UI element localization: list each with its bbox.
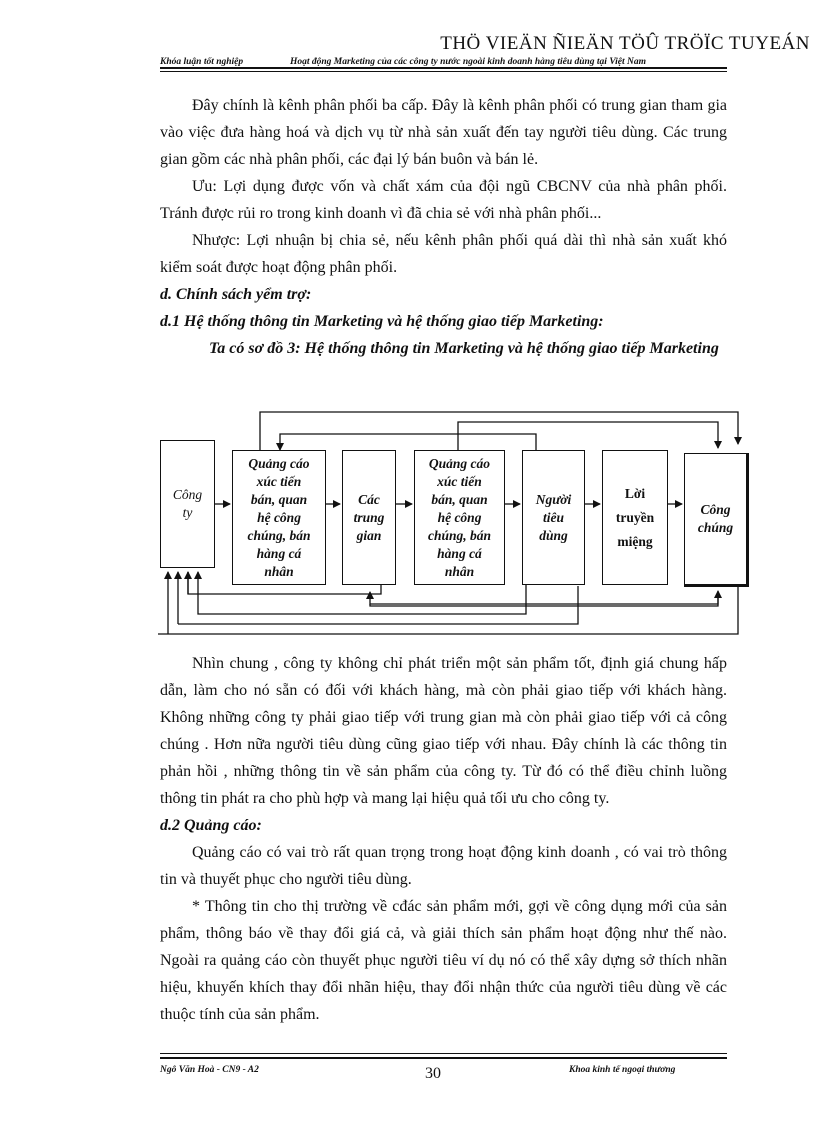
- paragraph-advertising-info: * Thông tin cho thị trường về cđác sản phẩm mới, gợi về công dụng mới của sản phẩm, thông báo về thay đổi giá cả, và giải thích sản phẩm hoạt động như thế nào. Ngoài ra quảng cáo còn thuyết phục người tiêu ví dụ nó có thể xây dựng sở thích nhãn hiệu, khuyến khích thay đổi nhãn hiệu, thay đổi nhận thức của người tiêu dùng về các thuộc tính của sản phẩm.: [160, 898, 727, 1023]
- box-consumers-line: dùng: [539, 527, 568, 543]
- arrow-top-outer: [260, 412, 738, 453]
- box-company-line2: ty: [182, 505, 193, 520]
- box-promotion-1-line: hàng cá: [256, 545, 302, 561]
- box-consumers: [522, 450, 585, 585]
- diagram-caption: Ta có sơ đồ 3: Hệ thống thông tin Marketing và hệ thống giao tiếp Marketing: [209, 340, 719, 357]
- line-public-return: [158, 586, 738, 634]
- box-promotion-2-line: bán, quan: [431, 491, 488, 507]
- box-company-line1: Công: [172, 487, 203, 502]
- footer-rule-thin: [160, 1053, 727, 1054]
- paragraph-advantage: Ưu: Lợi dụng được vốn và chất xám của đội ngũ CBCNV của nhà phân phối. Tránh được rủi ro trong kinh doanh vì đã chia sẻ với nhà phân phối...: [160, 178, 727, 222]
- diagram-marketing-communication: [158, 386, 742, 642]
- box-promotion-2: [414, 450, 505, 585]
- box-promotion-2-line: hàng cá: [437, 545, 482, 561]
- box-promotion-2-line: Quảng cáo: [428, 455, 491, 471]
- box-company: [160, 440, 215, 568]
- box-word-of-mouth-line: miệng: [617, 533, 653, 549]
- box-intermediaries-line: trung: [353, 509, 385, 525]
- box-promotion-1-line: nhân: [264, 563, 294, 579]
- header-left: Khóa luận tốt nghiệp: [160, 57, 244, 67]
- box-intermediaries-line: gian: [356, 527, 382, 543]
- box-word-of-mouth-line: truyền: [615, 509, 655, 525]
- box-promotion-1-line: hệ công: [257, 509, 301, 525]
- heading-support-policy: d. Chính sách yểm trợ:: [160, 286, 312, 303]
- watermark-text: THÖ VIEÄN ÑIEÄN TÖÛ TRÖÏC TUYEÁN: [440, 33, 810, 54]
- box-promotion-1-line: xúc tiến: [256, 473, 302, 489]
- footer-author: Ngô Văn Hoà - CN9 - A2: [160, 1065, 259, 1075]
- box-word-of-mouth-line: Lời: [624, 485, 646, 501]
- box-consumers-line: Người: [535, 491, 572, 507]
- box-intermediaries-line: Các: [358, 491, 380, 507]
- arrow-public-to-intermediaries: [370, 592, 718, 604]
- paragraph-overview: Nhìn chung , công ty không chỉ phát triển một sản phẩm tốt, định giá chung hấp dẫn, làm cho nó sẵn có đối với khách hàng, mà còn phải giao tiếp với khách hàng. Không những công ty phải giao tiếp với trung gian mà còn phải giao tiếp với cả công chúng . Hơn nữa người tiêu dùng cũng giao tiếp với nhau. Đây chính là các thông tin phản hồi , những thông tin về sản phẩm của công ty. Từ đó có thể điều chỉnh luồng thông tin phát ra cho phù hợp và mang lại hiệu quả tối ưu cho công ty.: [160, 655, 727, 807]
- header-right: Hoạt động Marketing của các công ty nước ngoài kinh doanh hàng tiêu dùng tại Việt Nam: [290, 57, 647, 67]
- line-wom-return: [178, 586, 578, 624]
- paragraph-advertising-role: Quảng cáo có vai trò rất quan trọng trong hoạt động kinh doanh , có vai trò thông tin và thuyết phục cho người tiêu dùng.: [160, 844, 727, 888]
- body-bottom: [160, 650, 727, 1028]
- box-word-of-mouth: [602, 450, 668, 585]
- header-rule: [160, 67, 727, 69]
- box-promotion-1-line: bán, quan: [250, 491, 308, 507]
- heading-info-system: d.1 Hệ thống thông tin Marketing và hệ thống giao tiếp Marketing:: [160, 313, 604, 330]
- paragraph-disadvantage: Nhược: Lợi nhuận bị chia sẻ, nếu kênh phân phối quá dài thì nhà sản xuất khó kiểm soát được hoạt động phân phối.: [160, 232, 727, 276]
- header-rule-thin: [160, 71, 727, 72]
- paragraph-channel: Đây chính là kênh phân phối ba cấp. Đây là kênh phân phối có trung gian tham gia vào việc đưa hàng hoá và dịch vụ từ nhà sản xuất đến tay người tiêu dùng. Các trung gian gồm các nhà phân phối, các đại lý bán buôn và bán lẻ.: [160, 97, 727, 168]
- page-number: 30: [425, 1065, 441, 1082]
- box-promotion-2-line: nhân: [444, 563, 475, 579]
- arrow-top-middle: [280, 434, 536, 450]
- box-promotion-1-line: chúng, bán: [247, 527, 311, 543]
- box-promotion-2-line: chúng, bán: [427, 527, 492, 543]
- box-public-line: chúng: [697, 520, 734, 535]
- box-consumers-line: tiêu: [542, 509, 564, 525]
- heading-advertising: d.2 Quảng cáo:: [160, 817, 262, 834]
- box-promotion-2-line: xúc tiến: [437, 473, 482, 489]
- box-public: [684, 453, 749, 587]
- box-promotion-1: [232, 450, 326, 585]
- arrow-top-inner: [458, 422, 718, 450]
- box-promotion-1-line: Quảng cáo: [248, 455, 310, 471]
- footer-rule: [160, 1057, 727, 1059]
- body-top: [160, 92, 727, 362]
- box-promotion-2-line: hệ công: [437, 509, 482, 525]
- footer-faculty: Khoa kinh tế ngoại thương: [569, 1065, 676, 1075]
- box-intermediaries: [342, 450, 396, 585]
- box-public-line: Công: [700, 502, 731, 517]
